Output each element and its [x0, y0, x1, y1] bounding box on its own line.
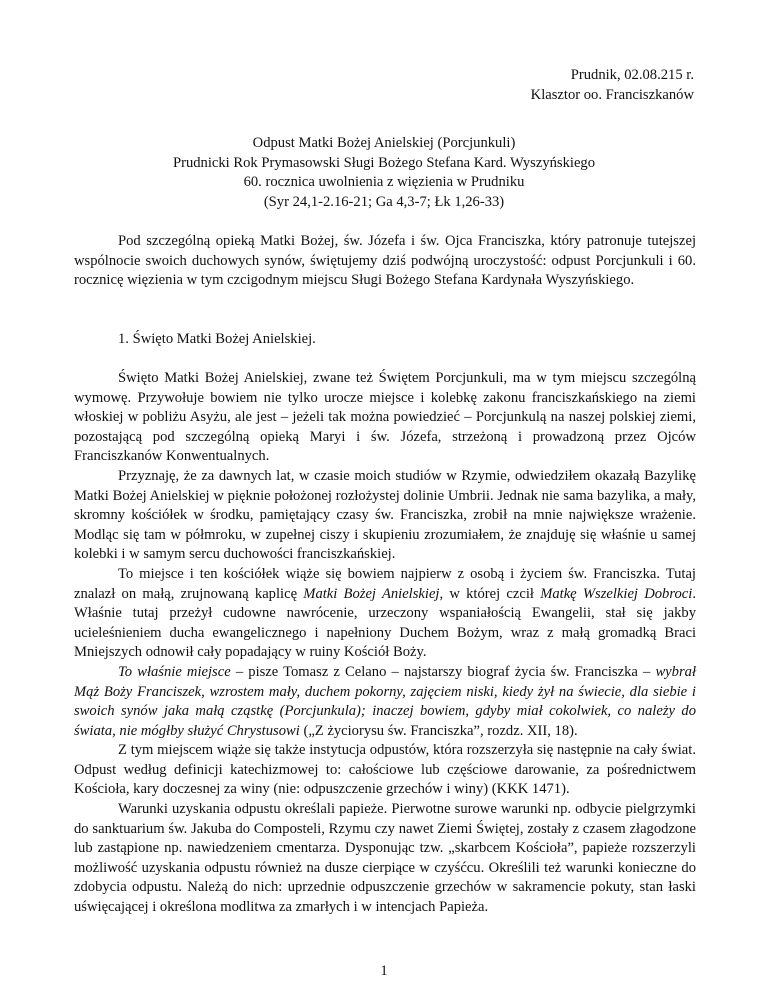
p3-text-a: To miejsce i ten kościółek wiąże się bowiem najpierw z osobą i życiem św. Franciszka. Tutaj znalazł on małą, zrujnowaną kaplicę [74, 565, 696, 602]
p4-citation: („Z życiorysu św. Franciszka”, rozdz. XII, 18). [299, 722, 578, 739]
p4-italic-quote: wybrał Mąż Boży Franciszek, wzrostem mały, duchem pokorny, zajęciem niski, kiedy żył na świecie, dla siebie i swoich synów jaka małą cząstkę (Porcjunkula); inaczej bowiem, gdyby miał cokolwiek, co należy do świata, nie mógłby służyć Chrystusowi [74, 663, 696, 739]
paragraph-1: Święto Matki Bożej Anielskiej, zwane też Świętem Porcjunkuli, ma w tym miejscu szczególną wymowę. Przywołuje bowiem nie tylko urocze miejsce i kolebkę zakonu franciszkańskiego na ziemi włoskiej w pobliżu Asyżu, ale jest – jeżeli tak można powiedzieć – Porcjunkulą na naszej polskiej ziemi, pozostającą pod szczególną opieką Maryi i św. Józefa, strzeżoną i prowadzoną przez Ojców Franciszkanów Konwentualnych. [74, 370, 696, 465]
intro-block [74, 232, 696, 291]
paragraph-3 [74, 565, 696, 663]
title-line-1: Odpust Matki Bożej Anielskiej (Porcjunkuli) [252, 135, 516, 151]
p3-italic-mother: Matkę Wszelkiej Dobroci [540, 585, 693, 602]
document-title [0, 134, 768, 212]
intro-paragraph: Pod szczególną opieką Matki Bożej, św. Józefa i św. Ojca Franciszka, który patronuje tutejszej wspólnocie swoich duchowych synów, świętujemy dziś podwójną uroczystość: odpust Porcjunkuli i 60. rocznicę więzienia w tym czcigodnym miejscu Sługi Bożego Stefana Kardynała Wyszyńskiego. [74, 233, 696, 289]
p3-italic-chapel: Matki Bożej Anielskiej [303, 585, 440, 602]
p3-text-c: , w której czcił [439, 585, 541, 602]
p4-italic-opening: To właśnie miejsce [118, 663, 231, 680]
paragraph-5: Z tym miejscem wiąże się także instytucja odpustów, która rozszerzyła się następnie na cały świat. Odpust według definicji katechizmowej to: całościowe lub częściowe darowanie, za pośrednictwem Kościoła, kary doczesnej za winy (nie: odpuszczenie grzechów i winy) (KKK 1471). [74, 742, 696, 798]
section-heading-block [74, 330, 696, 350]
title-line-2: Prudnicki Rok Prymasowski Sługi Bożego Stefana Kard. Wyszyńskiego [172, 154, 596, 171]
title-line-4: (Syr 24,1-2.16-21; Ga 4,3-7; Łk 1,26-33) [263, 193, 505, 210]
p3-text-e: . Właśnie tutaj przeżył cudowne nawrócenie, urzeczony wspaniałością Ewangelii, stał się jakby ucieleśnieniem ducha ewangelicznego i napełniony Duchem Bożym, wraz z małą gromadką Braci Mniejszych odnowił cały popadający w ruiny Kościół Boży. [74, 585, 696, 661]
main-body [74, 369, 696, 918]
place-date: Prudnik, 02.08.215 r. [570, 67, 694, 83]
letter-header [531, 66, 694, 105]
paragraph-4 [74, 663, 696, 741]
section-1-title: 1. Święto Matki Bożej Anielskiej. [118, 331, 316, 347]
institution-name: Klasztor oo. Franciszkanów [530, 86, 694, 103]
page-number: 1 [380, 963, 388, 979]
title-line-3: 60. rocznica uwolnienia z więzienia w Prudniku [243, 174, 525, 191]
p4-text-b: – pisze Tomasz z Celano – najstarszy biograf życia św. Franciszka – [230, 663, 656, 680]
paragraph-2: Przyznaję, że za dawnych lat, w czasie moich studiów w Rzymie, odwiedziłem okazałą Bazylikę Matki Bożej Anielskiej w pięknie położonej rozłożystej dolinie Umbrii. Jednak nie sama bazylika, a mały, skromny kościółek w środku, pamiętający czasy św. Franciszka, zrobił na mnie największe wrażenie. Modląc się tam w półmroku, w zupełnej ciszy i skupieniu zrozumiałem, że znajduję się właśnie u samej kolebki i w samym sercu duchowości franciszkańskiej. [74, 467, 696, 563]
paragraph-6: Warunki uzyskania odpustu określali papieże. Pierwotne surowe warunki np. odbycie pielgrzymki do sanktuarium św. Jakuba do Composteli, Rzymu czy nawet Ziemi Świętej, zostały z czasem złagodzone lub zastąpione np. nawiedzeniem cmentarza. Dysponując tzw. „skarbcem Kościoła”, papieże rozszerzyli możliwość uzyskania odpustu również na dusze cierpiące w czyśćcu. Określili też warunki konieczne do zdobycia odpustu. Należą do nich: uprzednie odpuszczenie grzechów w sakramencie pokuty, stan łaski uświęcającej i określona modlitwa za zmarłych i w intencjach Papieża. [74, 801, 696, 916]
